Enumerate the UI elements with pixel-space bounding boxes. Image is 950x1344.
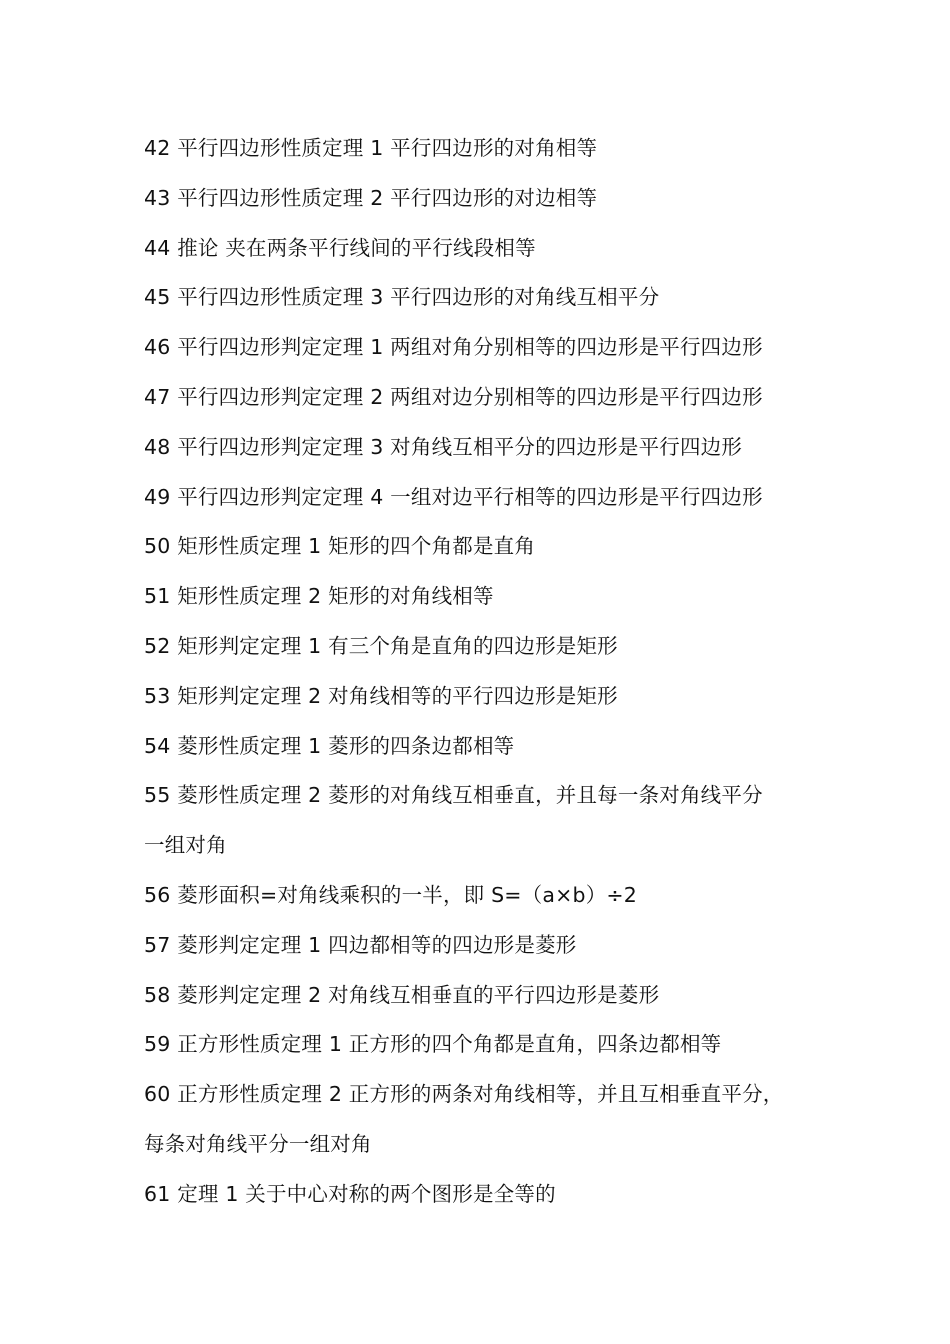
text-line: 50 矩形性质定理 1 矩形的四个角都是直角: [144, 534, 536, 559]
text-line: 60 正方形性质定理 2 正方形的两条对角线相等，并且互相垂直平分，: [144, 1082, 784, 1107]
text-line: 48 平行四边形判定定理 3 对角线互相平分的四边形是平行四边形: [144, 434, 743, 459]
text-line: 44 推论 夹在两条平行线间的平行线段相等: [144, 235, 536, 260]
text-line: 55 菱形性质定理 2 菱形的对角线互相垂直，并且每一条对角线平分: [144, 783, 763, 808]
text-line: 56 菱形面积=对角线乘积的一半，即 S=（a×b）÷2: [144, 882, 638, 907]
text-line: 52 矩形判定定理 1 有三个角是直角的四边形是矩形: [144, 633, 618, 658]
theorem-list: [144, 124, 824, 1220]
text-line: 46 平行四边形判定定理 1 两组对角分别相等的四边形是平行四边形: [144, 335, 763, 360]
text-line: 42 平行四边形性质定理 1 平行四边形的对角相等: [144, 136, 598, 160]
text-line: 58 菱形判定定理 2 对角线互相垂直的平行四边形是菱形: [144, 982, 660, 1007]
text-line: 47 平行四边形判定定理 2 两组对边分别相等的四边形是平行四边形: [144, 384, 763, 409]
text-line: 57 菱形判定定理 1 四边都相等的四边形是菱形: [144, 932, 577, 957]
text-line: 每条对角线平分一组对角: [144, 1131, 372, 1156]
text-line: 一组对角: [144, 833, 227, 858]
text-line: 59 正方形性质定理 1 正方形的四个角都是直角，四条边都相等: [144, 1032, 722, 1057]
text-line: 43 平行四边形性质定理 2 平行四边形的对边相等: [144, 185, 598, 210]
text-line: 45 平行四边形性质定理 3 平行四边形的对角线互相平分: [144, 285, 660, 310]
text-line: 61 定理 1 关于中心对称的两个图形是全等的: [144, 1181, 556, 1206]
text-line: 54 菱形性质定理 1 菱形的四条边都相等: [144, 733, 515, 758]
text-line: 51 矩形性质定理 2 矩形的对角线相等: [144, 584, 494, 609]
text-line: 49 平行四边形判定定理 4 一组对边平行相等的四边形是平行四边形: [144, 484, 763, 509]
text-line: 53 矩形判定定理 2 对角线相等的平行四边形是矩形: [144, 683, 618, 708]
